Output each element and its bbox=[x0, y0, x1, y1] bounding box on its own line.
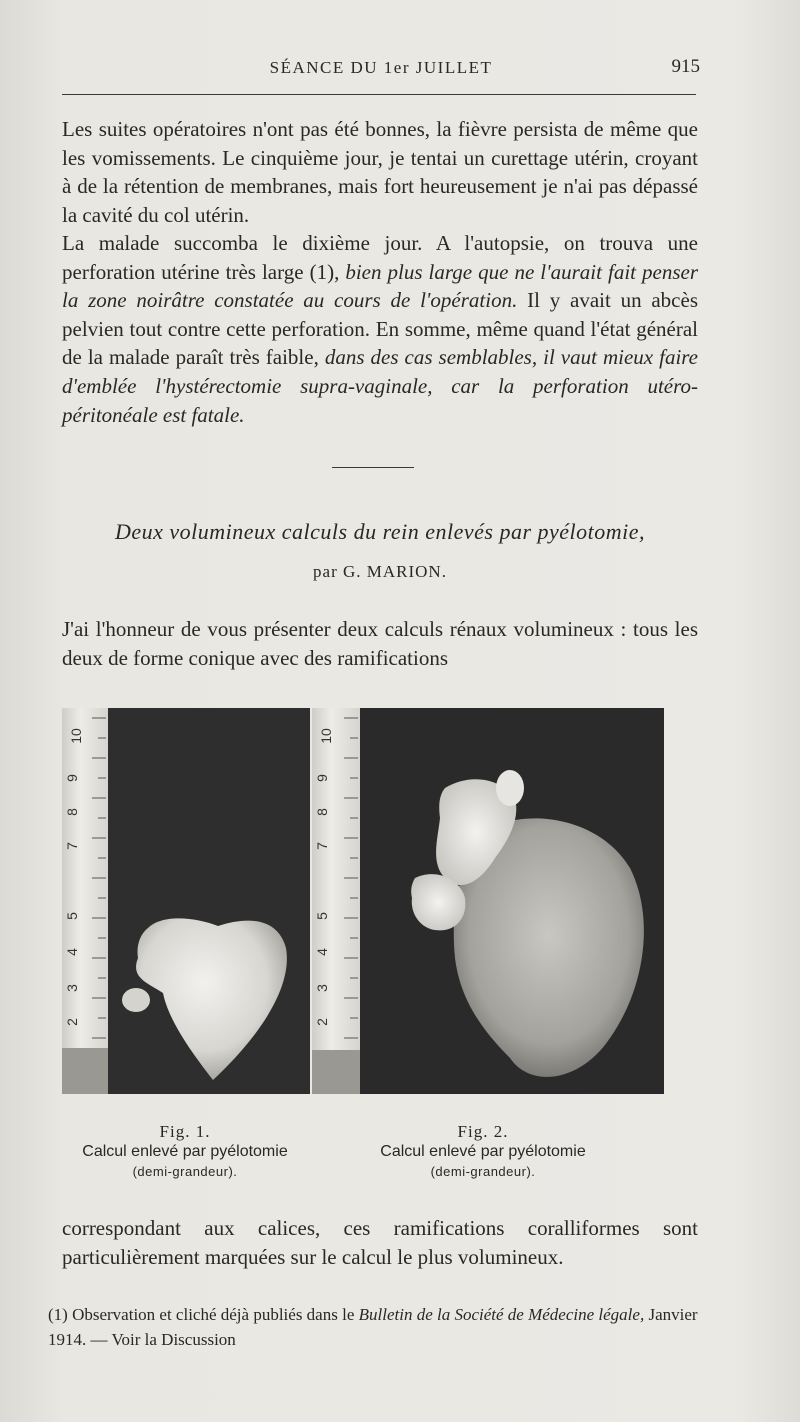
paragraph-2-italic-b: dans des cas semblables, il vaut mieux faire d'emblée l'hystérectomie supra-vaginale, car la perforation utéro-péritonéale est fatale. bbox=[62, 345, 698, 427]
figure-1-ruler bbox=[62, 708, 108, 1094]
footnote bbox=[48, 1302, 698, 1352]
header-rule bbox=[62, 94, 696, 95]
running-title: SÉANCE DU 1er JUILLET bbox=[269, 58, 493, 77]
ruler-label: 2 bbox=[63, 1018, 80, 1026]
section-divider bbox=[332, 467, 414, 468]
ruler-label: 9 bbox=[313, 774, 330, 782]
ruler-label: 8 bbox=[313, 808, 330, 816]
ruler-label: 4 bbox=[63, 948, 80, 956]
page-number: 915 bbox=[671, 56, 700, 77]
figure-2-caption-text: Calcul enlevé par pyélotomie bbox=[380, 1143, 586, 1160]
figure-2-ruler-ticks bbox=[312, 708, 360, 1094]
figure-1-label: Fig. 1. bbox=[159, 1122, 211, 1141]
kidney-stone-2-image bbox=[360, 708, 664, 1094]
figure-1-caption bbox=[58, 1122, 312, 1182]
paragraph-2 bbox=[62, 229, 698, 429]
ruler-label: 5 bbox=[313, 912, 330, 920]
paragraph-2-text-b: Il y avait un abcès pelvien tout contre cette perforation. En somme, même quand l'état général de la malade paraît très faible, bbox=[62, 288, 698, 370]
paragraph-4: correspondant aux calices, ces ramifications coralliformes sont particulièrement marquées sur le calcul le plus volumineux. bbox=[62, 1216, 698, 1269]
ruler-label: 9 bbox=[63, 774, 80, 782]
paragraph-3: J'ai l'honneur de vous présenter deux calculs rénaux volumineux : tous les deux de forme conique avec des ramifications bbox=[62, 617, 698, 670]
paragraph-1: Les suites opératoires n'ont pas été bonnes, la fièvre persista de même que les vomissements. Le cinquième jour, je tentai un curettage utérin, croyant à de la rétention de membranes, mais fort heureusement je n'ai pas dépassé la cavité du col utérin. bbox=[62, 117, 698, 227]
footnote-text-a: (1) Observation et cliché déjà publiés dans le bbox=[48, 1305, 359, 1324]
figure-1-caption-text: Calcul enlevé par pyélotomie bbox=[82, 1143, 288, 1160]
ruler-label: 3 bbox=[313, 984, 330, 992]
ruler-label: 2 bbox=[313, 1018, 330, 1026]
page-header bbox=[62, 54, 700, 84]
ruler-label: 7 bbox=[313, 842, 330, 850]
ruler-label: 4 bbox=[313, 948, 330, 956]
paragraph-2-text-a: La malade succomba le dixième jour. A l'autopsie, on trouva une perforation utérine très large (1), bbox=[62, 231, 698, 284]
footnote-italic: Bulletin de la Société de Médecine légale, bbox=[358, 1305, 645, 1324]
section-title: Deux volumineux calculs du rein enlevés par pyélotomie, bbox=[114, 519, 646, 544]
figure-2-ruler bbox=[312, 708, 360, 1094]
ruler-label: 10 bbox=[67, 728, 84, 744]
figure-1-ruler-ticks bbox=[62, 708, 108, 1094]
figure-1-photo bbox=[108, 708, 310, 1094]
figure-2-caption-scale: (demi-grandeur). bbox=[430, 1164, 536, 1179]
section-byline: par G. MARION. bbox=[313, 562, 447, 581]
figure-2-label: Fig. 2. bbox=[457, 1122, 509, 1141]
figure-1-caption-scale: (demi-grandeur). bbox=[132, 1164, 238, 1179]
paragraph-2-italic-a: bien plus large que ne l'aurait fait penser la zone noirâtre constatée au cours de l'opération. bbox=[62, 259, 698, 313]
figure-2-photo bbox=[360, 708, 664, 1094]
figure-2-caption bbox=[352, 1122, 614, 1182]
kidney-stone-1-image bbox=[108, 708, 310, 1094]
ruler-label: 5 bbox=[63, 912, 80, 920]
ruler-label: 7 bbox=[63, 842, 80, 850]
ruler-label: 10 bbox=[317, 728, 334, 744]
ruler-label: 3 bbox=[63, 984, 80, 992]
footnote-text-b: Janvier 1914. — Voir la Discussion bbox=[48, 1305, 698, 1349]
ruler-label: 8 bbox=[63, 808, 80, 816]
